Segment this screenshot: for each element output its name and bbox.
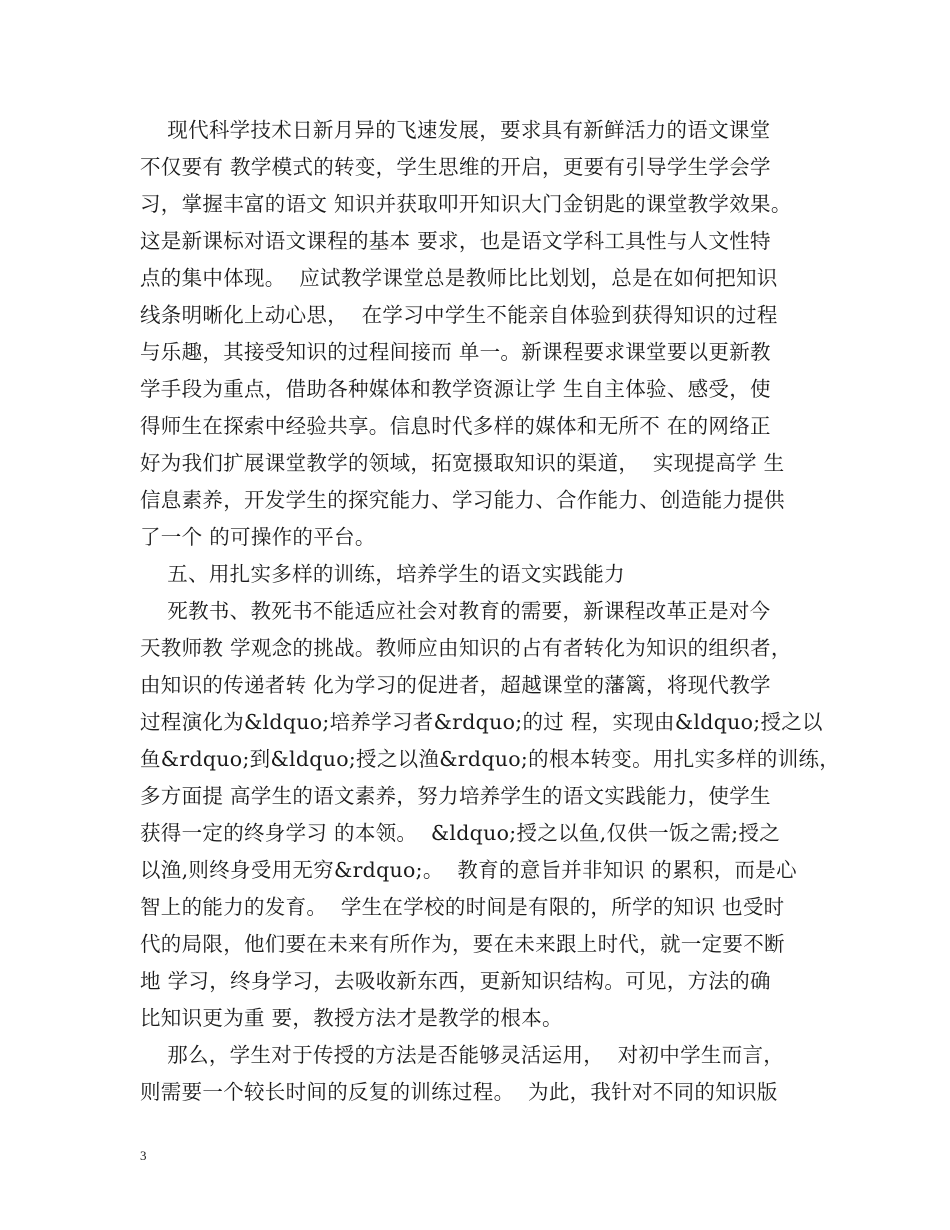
text-line: 线条明晰化上动心思， 在学习中学生不能亲自体验到获得知识的过程 xyxy=(140,303,778,327)
text-line: 以渔,则终身受用无穷&rdquo;。 教育的意旨并非知识 的累积，而是心 xyxy=(140,858,797,882)
text-line: 点的集中体现。 应试教学课堂总是教师比比划划，总是在如何把知识 xyxy=(140,266,778,290)
text-line: 死教书、教死书不能适应社会对教育的需要，新课程改革正是对今 xyxy=(140,599,771,623)
text-line: 由知识的传递者转 化为学习的促进者，超越课堂的藩篱，将现代教学 xyxy=(140,673,771,697)
text-line: 鱼&rdquo;到&ldquo;授之以渔&rdquo;的根本转变。用扎实多样的训练， xyxy=(140,747,841,771)
text-line: 比知识更为重 要，教授方法才是教学的根本。 xyxy=(140,1006,563,1030)
text-line: 与乐趣，其接受知识的过程间接而 单一。新课程要求课堂要以更新教 xyxy=(140,340,771,364)
text-line: 多方面提 高学生的语文素养，努力培养学生的语文实践能力，使学生 xyxy=(140,784,771,808)
text-line: 这是新课标对语文课程的基本 要求，也是语文学科工具性与人文性特 xyxy=(140,229,771,253)
text-line: 地 学习，终身学习，去吸收新东西，更新知识结构。可见，方法的确 xyxy=(140,969,771,993)
page-number: 3 xyxy=(140,1148,147,1163)
text-line: 现代科学技术日新月异的飞速发展，要求具有新鲜活力的语文课堂 xyxy=(140,118,771,142)
text-line: 那么，学生对于传授的方法是否能够灵活运用， 对初中学生而言， xyxy=(140,1043,785,1067)
text-line: 获得一定的终身学习 的本领。 &ldquo;授之以鱼,仅供一饭之需;授之 xyxy=(140,821,781,845)
text-line: 过程演化为&ldquo;培养学习者&rdquo;的过 程，实现由&ldquo;授之以 xyxy=(140,710,823,734)
text-line: 习，掌握丰富的语文 知识并获取叩开知识大门金钥匙的课堂教学效果。 xyxy=(140,192,792,216)
text-line: 代的局限，他们要在未来有所作为，要在未来跟上时代，就一定要不断 xyxy=(140,932,785,956)
text-line: 信息素养，开发学生的探究能力、学习能力、合作能力、创造能力提供 xyxy=(140,488,785,512)
text-line: 智上的能力的发育。 学生在学校的时间是有限的，所学的知识 也受时 xyxy=(140,895,785,919)
text-line: 天教师教 学观念的挑战。教师应由知识的占有者转化为知识的组织者， xyxy=(140,636,792,660)
text-line: 则需要一个较长时间的反复的训练过程。 为此，我针对不同的知识版 xyxy=(140,1080,778,1104)
text-line: 了一个 的可操作的平台。 xyxy=(140,525,376,549)
section-heading: 五、用扎实多样的训练，培养学生的语文实践能力 xyxy=(140,562,625,586)
text-line: 不仅要有 教学模式的转变，学生思维的开启，更要有引导学生学会学 xyxy=(140,155,771,179)
text-line: 得师生在探索中经验共享。信息时代多样的媒体和无所不 在的网络正 xyxy=(140,414,771,438)
text-line: 好为我们扩展课堂教学的领域，拓宽摄取知识的渠道， 实现提高学 生 xyxy=(140,451,785,475)
text-line: 学手段为重点，借助各种媒体和教学资源让学 生自主体验、感受，使 xyxy=(140,377,771,401)
